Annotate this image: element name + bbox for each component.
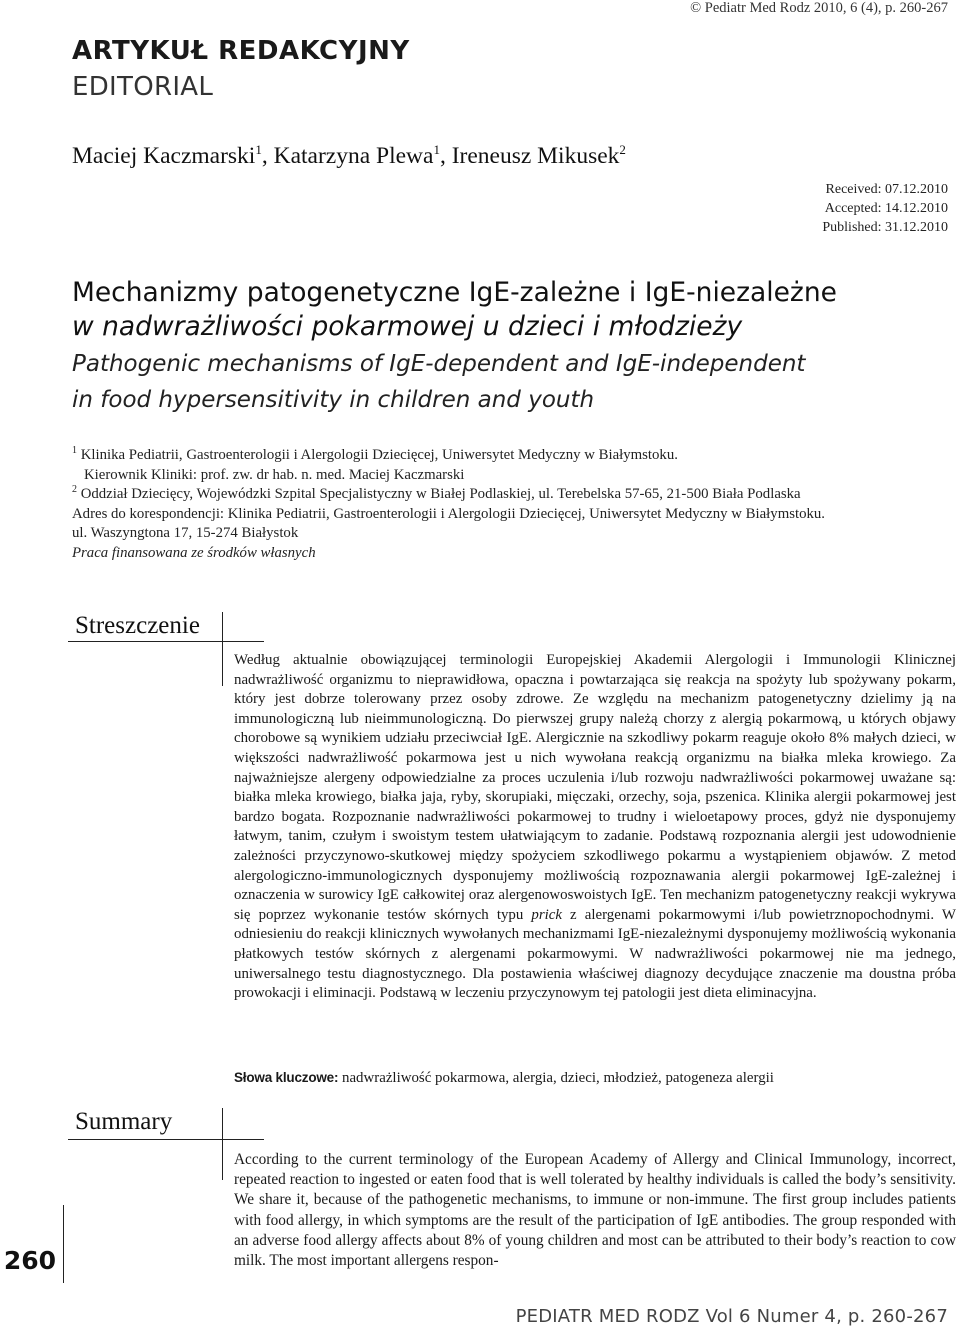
affiliations [72, 446, 942, 563]
page-number-rule [63, 1205, 64, 1283]
title-en-line: in food hypersensitivity in children and youth [72, 387, 595, 413]
title-en-line: Pathogenic mechanisms of IgE-dependent and IgE-independent [72, 351, 806, 377]
article-title-pl [72, 276, 932, 344]
abstract-en-heading: Summary [75, 1108, 173, 1135]
affiliation-number: 1 [72, 445, 77, 457]
keywords-pl [234, 1070, 956, 1087]
author-affiliation-mark: 1 [255, 142, 262, 158]
abstract-pl-heading: Streszczenie [75, 612, 200, 639]
clinic-head: Kierownik Kliniki: prof. zw. dr hab. n. med. Maciej Kaczmarski [84, 466, 465, 483]
correspondence-street: ul. Waszyngtona 17, 15-274 Białystok [72, 525, 299, 541]
abstract-pl-text: Według aktualnie obowiązującej terminologii Europejskiej Akademii Alergologii i Immunologii Klinicznej nadwrażliwość organizmu to nieprawidłowa, opaczna i powtarzająca się reakcja na spożyty lub spożywany pokarm, który jest dobrze tolerowany przez osoby zdrowe. Ze względu na mechanizm patogenetyczny dzielimy ją na immunologiczną lub nieimmunologiczną. Do pierwszej grupy należą chorzy z alergią pokarmową, u których objawy chorobowe są wynikiem udziału przeciwciał IgE. Alergicznie na szkodliwy pokarm reaguje około 8% małych dzieci, w większości nadwrażliwość pokarmowa jest u nich wywołana reakcją organizmu na białka mleka krowiego. Za najważniejsze alergeny odpowiedzialne za proces uczulenia i/lub rozwoju nadwrażliwości pokarmowej uważane są: białka mleka krowiego, białka jaja, ryby, skorupiaki, mięczaki, orzechy, soja, pszenica. Klinika alergii pokarmowej jest bardzo bogata. Rozpoznanie nadwrażliwości pokarmowej to trudny i wieloetapowy proces, gdyż nie dysponujemy łatwym, tanim, czułym i swoistym testem ułatwiającym to zadanie. Podstawą rozpoznania alergii jest udowodnienie zależności przyczynowo-skutkowej między spożyciem szkodliwego pokarmu a wystąpieniem objawów. Z metod alergologiczno-immunologicznych dysponujemy możliwością rozpoznawania alergii pokarmowej IgE-zależnej i oznaczenia w surowicy IgE całkowitej oraz alergenowoswoistych IgE. Ten mechanizm patogenetyczny reakcji wykrywa się poprzez wykonanie testów skórnych typu [234, 652, 956, 923]
affiliation-2 [72, 485, 942, 505]
affiliation-text: Oddział Dziecięcy, Wojewódzki Szpital Specjalistyczny w Białej Podlaskiej, ul. Terebelska 57-65, 21-500 Biała Podlaska [80, 486, 801, 502]
journal-citation: © Pediatr Med Rodz 2010, 6 (4), p. 260-267 [690, 0, 948, 16]
accepted-date: Accepted: 14.12.2010 [824, 201, 948, 216]
section-rule-vertical [222, 612, 223, 686]
affiliation-text: Klinika Pediatrii, Gastroenterologii i Alergologii Dziecięcej, Uniwersytet Medyczny w Białymstoku. [80, 447, 678, 463]
keywords-list: nadwrażliwość pokarmowa, alergia, dzieci, młodzież, patogeneza alergii [338, 1070, 774, 1086]
affiliation-1 [72, 446, 942, 466]
running-footer: PEDIATR MED RODZ Vol 6 Numer 4, p. 260-267 [515, 1306, 948, 1327]
author-name: Katarzyna Plewa [273, 143, 434, 169]
section-rule [68, 1139, 264, 1140]
article-category-en: EDITORIAL [72, 72, 214, 102]
abstract-pl-text: z alergenami pokarmowymi i/lub powietrznopochodnymi. W odniesieniu do reakcji klinicznych wywołanych mechanizmami IgE-niezależnymi dysponujemy możliwością wykonania płatkowych testów skórnych z alergenami pokarmowymi. W nadwrażliwości pokarmowej nie ma jednego, uniwersalnego testu diagnostycznego. Dla postawienia właściwej diagnozy decydujące znaczenie ma doustna próba prowokacji i eliminacji. Podstawą w leczeniu przyczynowym tej patologii jest dieta eliminacyjna. [234, 906, 956, 1002]
published-date: Published: 31.12.2010 [822, 220, 948, 235]
keywords-label: Słowa kluczowe: [234, 1070, 339, 1085]
abstract-pl-italic: prick [531, 906, 562, 923]
article-category-pl: ARTYKUŁ REDAKCYJNY [72, 36, 410, 66]
article-title-en [72, 346, 932, 418]
affiliation-number: 2 [72, 484, 77, 496]
author-affiliation-mark: 2 [619, 142, 626, 158]
funding-note: Praca finansowana ze środków własnych [72, 544, 316, 561]
section-rule-vertical [222, 1108, 223, 1180]
author-list: Maciej Kaczmarski$^1$, Katarzyna Plewa$^1$, Ireneusz Mikusek$^2$ [72, 142, 626, 169]
publication-dates [822, 180, 948, 237]
title-pl-line: Mechanizmy patogenetyczne IgE-zależne i IgE-niezależne [72, 277, 837, 308]
correspondence-address: Adres do korespondencji: Klinika Pediatrii, Gastroenterologii i Alergologii Dziecięcej, Uniwersytet Medyczny w Białymstoku. [72, 505, 825, 522]
abstract-en-body: According to the current terminology of the European Academy of Allergy and Clinical Immunology, incorrect, repeated reaction to ingested or eaten food that is well tolerated by healthy individuals is called the body’s sensitivity. We share it, because of the pathogenetic mechanisms, to immune or non-immune. The first group includes patients with food allergy, in which symptoms are the result of the participation of IgE antibodies. The group responded with an adverse food allergy affects about 8% of young children and most can be attributed to their body’s reaction to cow milk. The most important allergens respon- [234, 1151, 956, 1270]
section-rule [68, 641, 264, 642]
author-name: Ireneusz Mikusek [451, 143, 620, 169]
abstract-pl-body [234, 651, 956, 1004]
title-pl-line: w nadwrażliwości pokarmowej u dzieci i młodzieży [72, 311, 743, 342]
author-name: Maciej Kaczmarski [72, 143, 256, 169]
author-affiliation-mark: 1 [433, 142, 440, 158]
received-date: Received: 07.12.2010 [825, 182, 948, 197]
page-number: 260 [3, 1246, 56, 1275]
